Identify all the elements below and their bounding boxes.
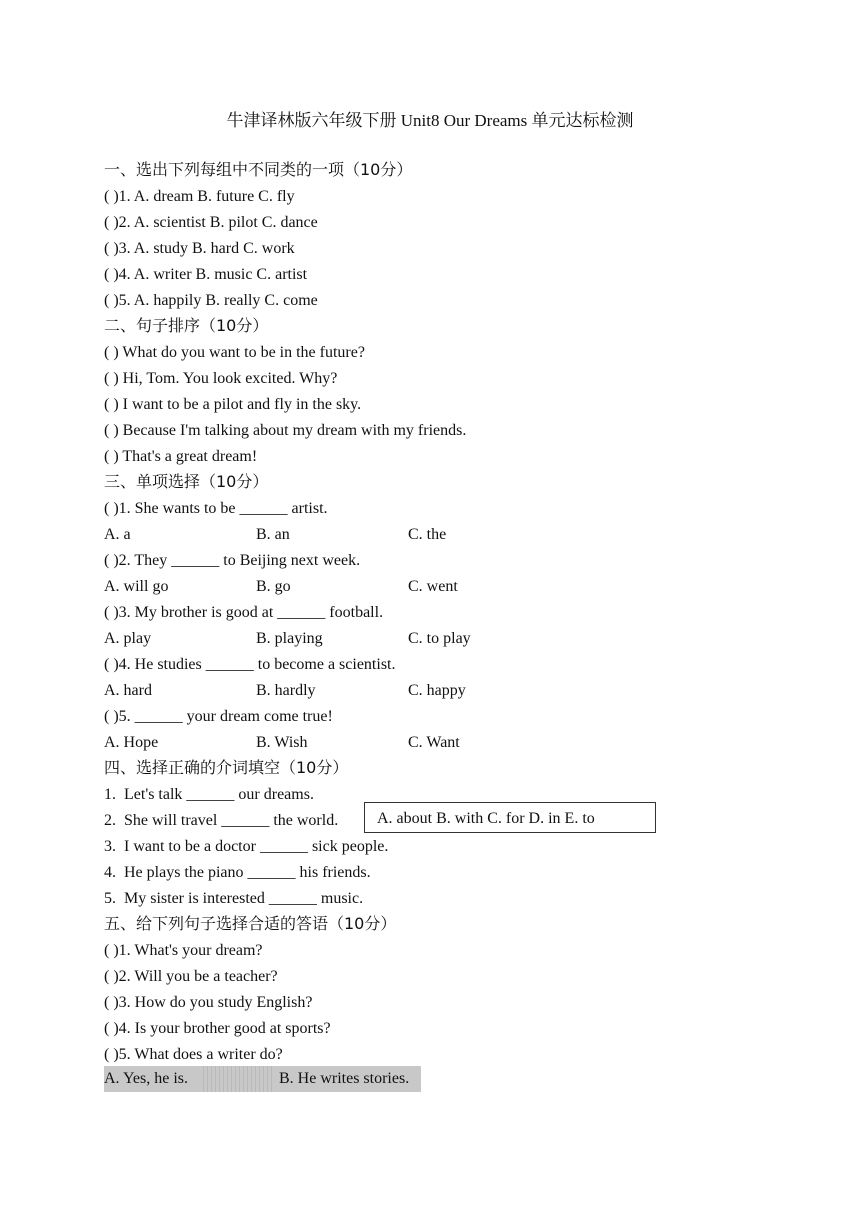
section2-item: ( ) That's a great dream! [104,448,258,465]
mc-option-b: B. Wish [256,734,308,751]
answer-options-b [279,1066,409,1092]
section2-item: ( ) Because I'm talking about my dream with my friends. [104,422,467,439]
page-title: 牛津译林版六年级下册 Unit8 Our Dreams 单元达标检测 [226,111,634,130]
section5-heading: 五、给下列句子选择合适的答语（10分） [104,914,397,933]
mc-option-b: B. hardly [256,682,316,699]
section2-item: ( ) Hi, Tom. You look excited. Why? [104,370,338,387]
fill-item-text: Let's talk ______ our dreams. [124,786,314,803]
fill-item-number: 5. [104,890,116,907]
mc-option-c: C. to play [408,630,471,647]
response-item: ( )4. Is your brother good at sports? [104,1020,331,1037]
answer-a: A. Yes, he is. [104,1070,189,1087]
mc-option-a: A. hard [104,682,152,699]
section3-heading: 三、单项选择（10分） [104,472,269,491]
response-item: ( )5. What does a writer do? [104,1046,283,1063]
mc-options [104,626,471,652]
mc-options [104,730,460,756]
mc-option-c: C. went [408,578,458,595]
mc-option-b: B. go [256,578,291,595]
mc-options [104,678,466,704]
section2-heading: 二、句子排序（10分） [104,316,269,335]
section2-item: ( ) What do you want to be in the future? [104,344,365,361]
mc-option-a: A. play [104,630,152,647]
fill-item-text: My sister is interested ______ music. [124,890,364,907]
fill-item-number: 3. [104,838,116,855]
fill-item-number: 4. [104,864,116,881]
fill-item [104,860,371,886]
section1-item: ( )3. A. study B. hard C. work [104,240,295,257]
mc-options [104,574,458,600]
mc-option-b: B. playing [256,630,323,647]
mc-option-a: A. will go [104,578,169,595]
mc-option-b: B. an [256,526,290,543]
mc-question: ( )4. He studies ______ to become a scientist. [104,656,396,673]
fill-item-text: I want to be a doctor ______ sick people. [124,838,389,855]
answer-options [104,1066,188,1092]
mc-option-a: A. a [104,526,131,543]
section1-item: ( )2. A. scientist B. pilot C. dance [104,214,318,231]
fill-item-number: 2. [104,812,116,829]
mc-question: ( )1. She wants to be ______ artist. [104,500,328,517]
response-item: ( )1. What's your dream? [104,942,263,959]
mc-question: ( )2. They ______ to Beijing next week. [104,552,361,569]
mc-question: ( )5. ______ your dream come true! [104,708,333,725]
mc-question: ( )3. My brother is good at ______ football. [104,604,384,621]
mc-option-a: A. Hope [104,734,159,751]
section1-heading: 一、选出下列每组中不同类的一项（10分） [104,160,413,179]
mc-option-c: C. happy [408,682,466,699]
fill-item-text: She will travel ______ the world. [124,812,339,829]
response-item: ( )3. How do you study English? [104,994,313,1011]
answer-b: B. He writes stories. [279,1070,410,1087]
mc-option-c: C. the [408,526,447,543]
mc-options [104,522,446,548]
fill-item-text: He plays the piano ______ his friends. [124,864,371,881]
section4-heading: 四、选择正确的介词填空（10分） [104,758,349,777]
mc-option-c: C. Want [408,734,460,751]
fill-item-number: 1. [104,786,116,803]
fill-item [104,886,363,912]
fill-item [104,782,314,808]
answer-highlight-pattern [200,1066,275,1092]
preposition-options-box: A. about B. with C. for D. in E. to [364,802,656,833]
section1-item: ( )1. A. dream B. future C. fly [104,188,295,205]
fill-item [104,808,338,834]
response-item: ( )2. Will you be a teacher? [104,968,278,985]
fill-item [104,834,388,860]
section1-item: ( )5. A. happily B. really C. come [104,292,318,309]
section1-item: ( )4. A. writer B. music C. artist [104,266,308,283]
section2-item: ( ) I want to be a pilot and fly in the sky. [104,396,362,413]
